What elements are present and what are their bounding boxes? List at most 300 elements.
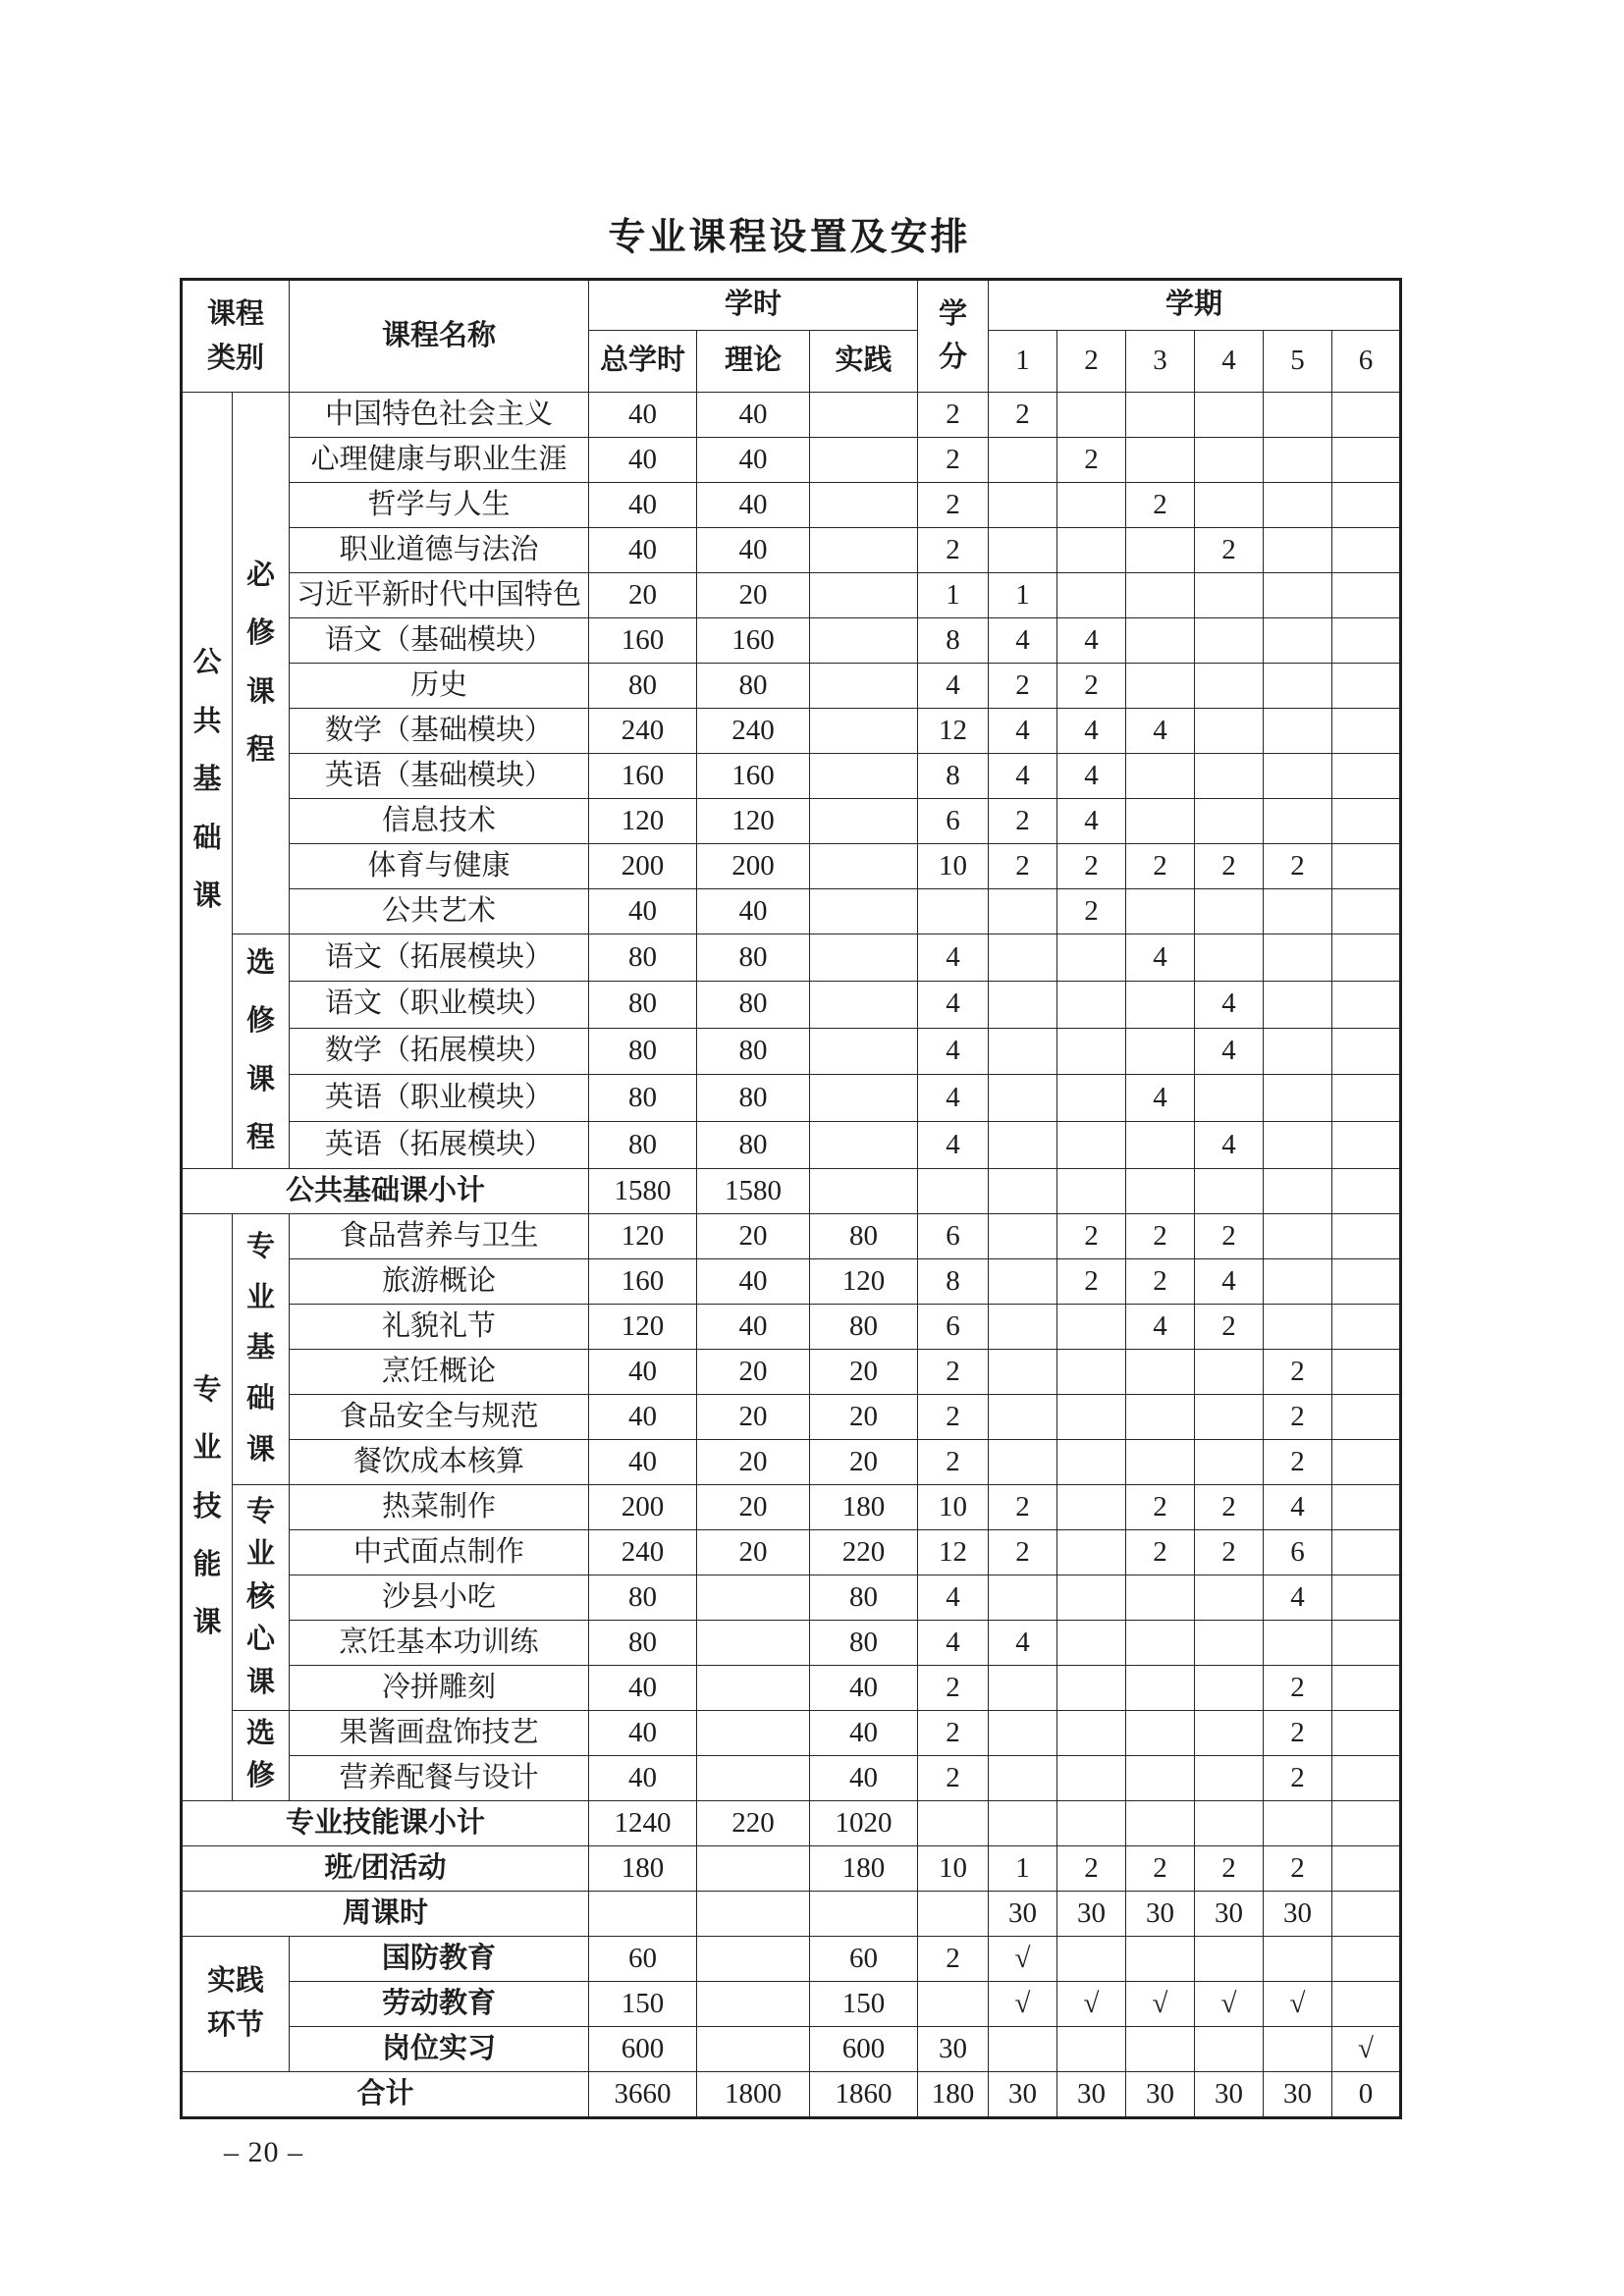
theory-hours-cell: 40: [697, 1304, 810, 1349]
credits-cell: 12: [918, 709, 989, 754]
sem4-cell: [1195, 393, 1264, 438]
sem3-cell: [1126, 1755, 1195, 1800]
course-row: [182, 1394, 1401, 1439]
sem1-cell: [989, 1075, 1057, 1122]
sem4-cell: 30: [1195, 2071, 1264, 2117]
sem4-cell: [1195, 618, 1264, 664]
total-hours-cell: 40: [589, 393, 697, 438]
sem1-cell: [989, 1755, 1057, 1800]
sem1-cell: 2: [989, 393, 1057, 438]
subcategory-pro-elective-label: 选修: [245, 1717, 275, 1792]
sem4-cell: [1195, 1710, 1264, 1755]
sem2-cell: [1057, 1484, 1126, 1529]
sem5-cell: [1264, 889, 1332, 934]
practice-hours-cell: [810, 889, 918, 934]
sem3-cell: 30: [1126, 1891, 1195, 1936]
header-course-name: 课程名称: [290, 280, 589, 393]
sem1-cell: [989, 1800, 1057, 1845]
header-sem-1: 1: [989, 331, 1057, 393]
total-hours-cell: 40: [589, 1710, 697, 1755]
total-hours-cell: 60: [589, 1936, 697, 1981]
sem5-cell: [1264, 664, 1332, 709]
theory-hours-cell: 200: [697, 844, 810, 889]
course-name-cell: 语文（拓展模块）: [290, 934, 589, 982]
course-row: [182, 664, 1401, 709]
sem1-cell: √: [989, 1981, 1057, 2026]
total-hours-cell: 200: [589, 1484, 697, 1529]
sem4-cell: [1195, 709, 1264, 754]
course-row: [182, 934, 1401, 982]
practice-hours-cell: [810, 981, 918, 1028]
theory-hours-cell: [697, 1575, 810, 1620]
theory-hours-cell: 80: [697, 1028, 810, 1075]
sem2-cell: 4: [1057, 799, 1126, 844]
course-name-cell: 国防教育: [290, 1936, 589, 1981]
sem2-cell: 2: [1057, 664, 1126, 709]
sem6-cell: [1332, 1710, 1401, 1755]
sem6-cell: [1332, 1620, 1401, 1665]
sem4-cell: [1195, 1349, 1264, 1394]
theory-hours-cell: [697, 1936, 810, 1981]
sem5-cell: [1264, 438, 1332, 483]
sem1-cell: 4: [989, 1620, 1057, 1665]
theory-hours-cell: [697, 2026, 810, 2071]
total-hours-cell: 40: [589, 1349, 697, 1394]
sem4-cell: [1195, 1439, 1264, 1484]
course-name-cell: 食品营养与卫生: [290, 1213, 589, 1258]
sem6-cell: [1332, 1122, 1401, 1169]
total-hours-cell: 40: [589, 438, 697, 483]
course-row: [182, 528, 1401, 573]
credits-cell: 4: [918, 1575, 989, 1620]
sem2-cell: [1057, 1620, 1126, 1665]
theory-hours-cell: 80: [697, 981, 810, 1028]
sem6-cell: [1332, 981, 1401, 1028]
practice-hours-cell: 180: [810, 1845, 918, 1891]
credits-cell: [918, 1168, 989, 1213]
sem2-cell: 2: [1057, 1258, 1126, 1304]
sem6-cell: [1332, 1028, 1401, 1075]
total-hours-cell: 160: [589, 754, 697, 799]
sem1-cell: [989, 2026, 1057, 2071]
sem2-cell: [1057, 1349, 1126, 1394]
course-row: [182, 1122, 1401, 1169]
course-row: [182, 393, 1401, 438]
sem1-cell: 4: [989, 709, 1057, 754]
course-name-cell: 数学（拓展模块）: [290, 1028, 589, 1075]
practice-hours-cell: [810, 1168, 918, 1213]
header-total-hours: 总学时: [589, 331, 697, 393]
sem6-cell: [1332, 573, 1401, 618]
credits-cell: 2: [918, 1755, 989, 1800]
total-hours-cell: 80: [589, 981, 697, 1028]
course-name-cell: 历史: [290, 664, 589, 709]
practice-hours-cell: 1860: [810, 2071, 918, 2117]
practice-hours-cell: 40: [810, 1710, 918, 1755]
total-hours-cell: 240: [589, 709, 697, 754]
sem3-cell: [1126, 2026, 1195, 2071]
sem5-cell: 2: [1264, 1349, 1332, 1394]
sem5-cell: 2: [1264, 1394, 1332, 1439]
sem2-cell: 2: [1057, 1213, 1126, 1258]
practice-hours-cell: [810, 934, 918, 982]
course-row: [182, 981, 1401, 1028]
sem2-cell: [1057, 528, 1126, 573]
credits-cell: [918, 1800, 989, 1845]
sem1-cell: [989, 1665, 1057, 1710]
sem1-cell: [989, 1213, 1057, 1258]
sem2-cell: [1057, 981, 1126, 1028]
total-hours-cell: 160: [589, 1258, 697, 1304]
sem6-cell: [1332, 1349, 1401, 1394]
theory-hours-cell: 80: [697, 664, 810, 709]
sem5-cell: [1264, 1800, 1332, 1845]
credits-cell: 2: [918, 1349, 989, 1394]
sem2-cell: [1057, 1936, 1126, 1981]
sem2-cell: 2: [1057, 889, 1126, 934]
curriculum-table: [180, 278, 1402, 2119]
total-hours-cell: 200: [589, 844, 697, 889]
credits-cell: 1: [918, 573, 989, 618]
theory-hours-cell: 20: [697, 573, 810, 618]
sem2-cell: [1057, 1122, 1126, 1169]
sem4-cell: [1195, 1168, 1264, 1213]
total-hours-cell: 80: [589, 934, 697, 982]
total-hours-cell: 120: [589, 1304, 697, 1349]
credits-cell: 12: [918, 1529, 989, 1575]
total-hours-cell: 40: [589, 1394, 697, 1439]
credits-cell: 4: [918, 934, 989, 982]
practice-row: [182, 1936, 1401, 1981]
practice-hours-cell: [810, 618, 918, 664]
header-sem-2: 2: [1057, 331, 1126, 393]
sem2-cell: [1057, 2026, 1126, 2071]
credits-cell: 2: [918, 1710, 989, 1755]
sem3-cell: [1126, 573, 1195, 618]
sem6-cell: [1332, 618, 1401, 664]
sem3-cell: [1126, 1710, 1195, 1755]
theory-hours-cell: 160: [697, 754, 810, 799]
course-name-cell: 语文（职业模块）: [290, 981, 589, 1028]
theory-hours-cell: 20: [697, 1213, 810, 1258]
sem2-cell: [1057, 1710, 1126, 1755]
sem6-cell: [1332, 1258, 1401, 1304]
total-hours-cell: 40: [589, 1755, 697, 1800]
sem3-cell: 4: [1126, 1075, 1195, 1122]
sem1-cell: 30: [989, 2071, 1057, 2117]
sem6-cell: [1332, 799, 1401, 844]
sem3-cell: [1126, 1575, 1195, 1620]
theory-hours-cell: 20: [697, 1394, 810, 1439]
sem3-cell: 4: [1126, 709, 1195, 754]
sem3-cell: [1126, 618, 1195, 664]
sem4-cell: [1195, 2026, 1264, 2071]
sem6-cell: [1332, 754, 1401, 799]
practice-hours-cell: [810, 664, 918, 709]
sem4-cell: 2: [1195, 1529, 1264, 1575]
theory-hours-cell: 80: [697, 1122, 810, 1169]
practice-hours-cell: 220: [810, 1529, 918, 1575]
sem1-cell: [989, 1394, 1057, 1439]
sem1-cell: [989, 1168, 1057, 1213]
sem6-cell: [1332, 1075, 1401, 1122]
sem1-cell: √: [989, 1936, 1057, 1981]
sem2-cell: 4: [1057, 754, 1126, 799]
sem3-cell: [1126, 1168, 1195, 1213]
total-hours-cell: 1240: [589, 1800, 697, 1845]
sem1-cell: [989, 483, 1057, 528]
sem3-cell: [1126, 889, 1195, 934]
total-hours-cell: 80: [589, 1620, 697, 1665]
sem3-cell: 2: [1126, 1845, 1195, 1891]
total-hours-cell: 120: [589, 1213, 697, 1258]
sem2-cell: 2: [1057, 1845, 1126, 1891]
sem3-cell: 2: [1126, 1258, 1195, 1304]
sem3-cell: [1126, 1122, 1195, 1169]
sem4-cell: [1195, 1575, 1264, 1620]
sem2-cell: [1057, 1394, 1126, 1439]
category-professional-skill-label: 专业技能课: [192, 1373, 222, 1639]
sem1-cell: [989, 1575, 1057, 1620]
total-hours-cell: 1580: [589, 1168, 697, 1213]
sem6-cell: [1332, 1936, 1401, 1981]
sem4-cell: 4: [1195, 1122, 1264, 1169]
sem2-cell: 4: [1057, 709, 1126, 754]
course-row: [182, 483, 1401, 528]
practice-row: [182, 2026, 1401, 2071]
practice-row: [182, 1981, 1401, 2026]
skill-subtotal-label: 专业技能课小计: [182, 1800, 589, 1845]
sem2-cell: 30: [1057, 2071, 1126, 2117]
course-row: [182, 1665, 1401, 1710]
sem5-cell: [1264, 934, 1332, 982]
course-row: [182, 799, 1401, 844]
sem3-cell: [1126, 1665, 1195, 1710]
category-public-basic-label: 公共基础课: [192, 647, 222, 913]
sem3-cell: [1126, 528, 1195, 573]
header-credits-label: 学分: [938, 298, 967, 373]
credits-cell: 10: [918, 844, 989, 889]
sem2-cell: [1057, 1439, 1126, 1484]
sem4-cell: 2: [1195, 1845, 1264, 1891]
sem5-cell: 4: [1264, 1484, 1332, 1529]
theory-hours-cell: 220: [697, 1800, 810, 1845]
theory-hours-cell: [697, 1981, 810, 2026]
sem3-cell: 2: [1126, 483, 1195, 528]
sem4-cell: [1195, 1075, 1264, 1122]
course-name-cell: 英语（职业模块）: [290, 1075, 589, 1122]
grand-total-row: [182, 2071, 1401, 2117]
sem5-cell: [1264, 1304, 1332, 1349]
sem6-cell: [1332, 709, 1401, 754]
total-hours-cell: 3660: [589, 2071, 697, 2117]
total-hours-cell: 600: [589, 2026, 697, 2071]
subtotal-row: [182, 1168, 1401, 1213]
sem1-cell: [989, 1304, 1057, 1349]
sem3-cell: 2: [1126, 1529, 1195, 1575]
sem5-cell: 2: [1264, 844, 1332, 889]
header-hours: 学时: [589, 280, 918, 331]
credits-cell: [918, 889, 989, 934]
sem3-cell: [1126, 981, 1195, 1028]
credits-cell: 8: [918, 754, 989, 799]
sem5-cell: [1264, 1168, 1332, 1213]
header-category: [182, 280, 290, 393]
header-semester: 学期: [989, 280, 1401, 331]
course-name-cell: 餐饮成本核算: [290, 1439, 589, 1484]
subcategory-required-label: 必修课程: [245, 559, 275, 766]
sem6-cell: [1332, 393, 1401, 438]
sem3-cell: 2: [1126, 1213, 1195, 1258]
total-hours-cell: 80: [589, 1575, 697, 1620]
sem1-cell: 4: [989, 754, 1057, 799]
course-row: [182, 1484, 1401, 1529]
practice-hours-cell: 180: [810, 1484, 918, 1529]
total-hours-cell: 150: [589, 1981, 697, 2026]
theory-hours-cell: 20: [697, 1439, 810, 1484]
total-hours-cell: 120: [589, 799, 697, 844]
sem5-cell: [1264, 1028, 1332, 1075]
credits-cell: 4: [918, 981, 989, 1028]
subcategory-elective-label: 选修课程: [245, 947, 275, 1154]
theory-hours-cell: [697, 1710, 810, 1755]
sem6-cell: [1332, 1439, 1401, 1484]
sem5-cell: [1264, 1213, 1332, 1258]
sem2-cell: [1057, 934, 1126, 982]
course-row: [182, 618, 1401, 664]
header-sem-5: 5: [1264, 331, 1332, 393]
sem5-cell: [1264, 1620, 1332, 1665]
course-row: [182, 1575, 1401, 1620]
practice-hours-cell: 120: [810, 1258, 918, 1304]
course-name-cell: 信息技术: [290, 799, 589, 844]
credits-cell: [918, 1891, 989, 1936]
course-row: [182, 889, 1401, 934]
sem5-cell: [1264, 1258, 1332, 1304]
sem1-cell: 2: [989, 1529, 1057, 1575]
sem5-cell: [1264, 1122, 1332, 1169]
credits-cell: 2: [918, 528, 989, 573]
sem5-cell: [1264, 1936, 1332, 1981]
sem1-cell: [989, 1258, 1057, 1304]
credits-cell: 6: [918, 799, 989, 844]
credits-cell: 4: [918, 1028, 989, 1075]
course-row: [182, 1213, 1401, 1258]
practice-hours-cell: [810, 573, 918, 618]
sem4-cell: [1195, 889, 1264, 934]
course-name-cell: 中式面点制作: [290, 1529, 589, 1575]
practice-hours-cell: 600: [810, 2026, 918, 2071]
page-title: 专业课程设置及安排: [608, 217, 971, 258]
sem3-cell: [1126, 1028, 1195, 1075]
practice-hours-cell: [810, 709, 918, 754]
sem3-cell: 30: [1126, 2071, 1195, 2117]
sem1-cell: 2: [989, 1484, 1057, 1529]
subcategory-pro-core-label: 专业核心课: [245, 1495, 275, 1698]
sem6-cell: [1332, 528, 1401, 573]
page-number: – 20 –: [224, 2136, 303, 2168]
sem3-cell: [1126, 799, 1195, 844]
subtotal-row: [182, 1800, 1401, 1845]
header-sem-4: 4: [1195, 331, 1264, 393]
theory-hours-cell: 40: [697, 528, 810, 573]
sem4-cell: 2: [1195, 1304, 1264, 1349]
practice-hours-cell: [810, 528, 918, 573]
credits-cell: 2: [918, 1439, 989, 1484]
sem6-cell: 0: [1332, 2071, 1401, 2117]
header-sem-6: 6: [1332, 331, 1401, 393]
credits-cell: 10: [918, 1484, 989, 1529]
sem1-cell: 4: [989, 618, 1057, 664]
sem6-cell: [1332, 1665, 1401, 1710]
sem5-cell: [1264, 573, 1332, 618]
credits-cell: 2: [918, 483, 989, 528]
sem6-cell: [1332, 1304, 1401, 1349]
credits-cell: 2: [918, 438, 989, 483]
course-row: [182, 1028, 1401, 1075]
total-hours-cell: 80: [589, 1122, 697, 1169]
theory-hours-cell: 80: [697, 934, 810, 982]
sem5-cell: 2: [1264, 1710, 1332, 1755]
course-name-cell: 语文（基础模块）: [290, 618, 589, 664]
sem2-cell: [1057, 1665, 1126, 1710]
course-name-cell: 体育与健康: [290, 844, 589, 889]
sem6-cell: [1332, 483, 1401, 528]
basic-subtotal-label: 公共基础课小计: [182, 1168, 589, 1213]
sem4-cell: [1195, 1394, 1264, 1439]
credits-cell: 2: [918, 1394, 989, 1439]
credits-cell: 6: [918, 1213, 989, 1258]
sem6-cell: [1332, 1755, 1401, 1800]
sem2-cell: [1057, 1075, 1126, 1122]
sem6-cell: [1332, 889, 1401, 934]
practice-hours-cell: 80: [810, 1304, 918, 1349]
sem4-cell: [1195, 438, 1264, 483]
weekly-hours-row: [182, 1891, 1401, 1936]
subcategory-pro-basic: [233, 1213, 290, 1484]
sem5-cell: √: [1264, 1981, 1332, 2026]
sem3-cell: 2: [1126, 844, 1195, 889]
sem4-cell: 4: [1195, 1028, 1264, 1075]
sem2-cell: 30: [1057, 1891, 1126, 1936]
sem1-cell: 2: [989, 799, 1057, 844]
sem1-cell: [989, 528, 1057, 573]
practice-hours-cell: 60: [810, 1936, 918, 1981]
course-name-cell: 习近平新时代中国特色: [290, 573, 589, 618]
sem1-cell: [989, 889, 1057, 934]
course-row: [182, 1075, 1401, 1122]
theory-hours-cell: [697, 1891, 810, 1936]
credits-cell: 6: [918, 1304, 989, 1349]
class-activity-label: 班/团活动: [182, 1845, 589, 1891]
course-row: [182, 1755, 1401, 1800]
sem2-cell: [1057, 1529, 1126, 1575]
sem3-cell: √: [1126, 1981, 1195, 2026]
subcategory-pro-basic-label: 专业基础课: [245, 1231, 275, 1466]
practice-hours-cell: 80: [810, 1575, 918, 1620]
sem6-cell: [1332, 1394, 1401, 1439]
practice-hours-cell: 20: [810, 1349, 918, 1394]
course-name-cell: 烹饪概论: [290, 1349, 589, 1394]
sem3-cell: [1126, 438, 1195, 483]
total-hours-cell: [589, 1891, 697, 1936]
course-name-cell: 营养配餐与设计: [290, 1755, 589, 1800]
course-name-cell: 热菜制作: [290, 1484, 589, 1529]
total-hours-cell: 40: [589, 889, 697, 934]
total-hours-cell: 40: [589, 1665, 697, 1710]
sem2-cell: [1057, 483, 1126, 528]
theory-hours-cell: [697, 1845, 810, 1891]
